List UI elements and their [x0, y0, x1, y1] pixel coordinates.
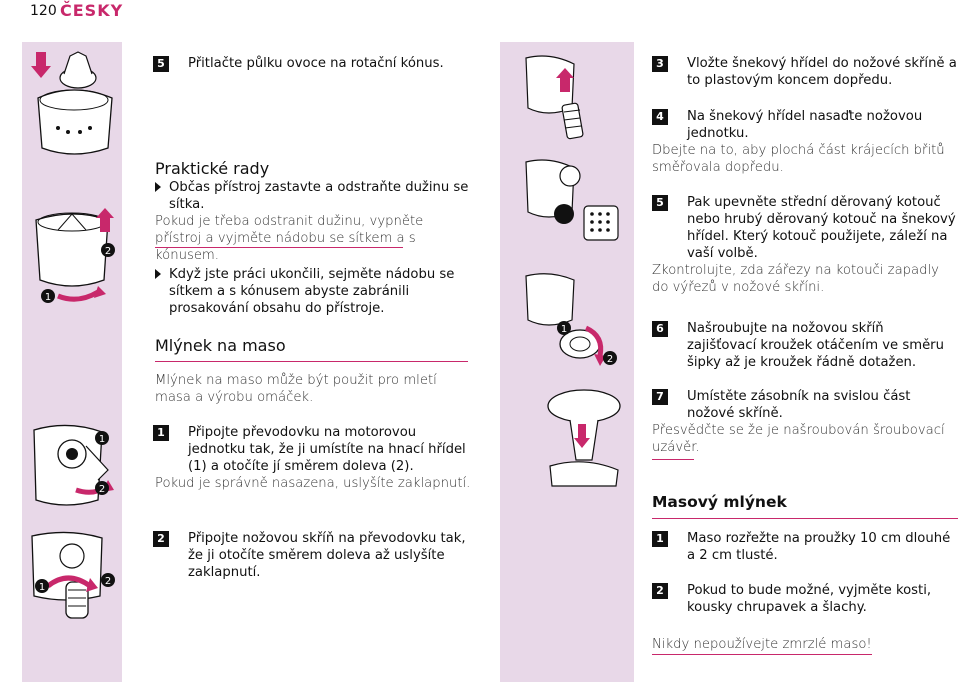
tips-list — [155, 179, 475, 264]
step-text: Přitlačte půlku ovoce na rotační kónus. — [188, 56, 444, 71]
step-number: 2 — [652, 583, 668, 599]
mill-intro: Mlýnek na maso může být použit pro mletí masa a výrobu omáček. — [155, 373, 437, 405]
tray-illustration — [520, 380, 632, 490]
juicer-remove-illustration — [28, 200, 120, 310]
right-step-4: 4 Na šnekový hřídel nasaďte nožovou jednotku. Dbejte na to, aby plochá část krájecích břitů směřovala dopředu. — [652, 108, 957, 176]
step-number: 7 — [652, 389, 668, 405]
step-number: 6 — [652, 321, 668, 337]
step-number: 1 — [652, 531, 668, 547]
note-underline — [652, 459, 694, 460]
step-number: 1 — [153, 425, 169, 441]
tips-note-1: Pokud je třeba odstranit dužinu, vypněte přístroj a vyjměte nádobu se sítkem a s kónusem. — [155, 214, 424, 263]
right-step-4-note: Dbejte na to, aby plochá část krájecích břitů směřovala dopředu. — [652, 143, 945, 175]
step-number: 2 — [153, 531, 169, 547]
right-step-3: 3 Vložte šnekový hřídel do nožové skříně a to plastovým koncem dopředu. — [652, 55, 957, 89]
svg-text:1: 1 — [38, 582, 46, 593]
mill-step-1: 1 Připojte převodovku na motorovou jednotku tak, že ji umístíte na hnací hřídel (1) a otočíte jí směrem doleva (2). Pokud je správně nasazena, uslyšíte zaklapnutí. — [153, 424, 473, 492]
mincer-heading-rule — [652, 518, 958, 519]
mincer-step-2: 2 Pokud to bude možné, vyjměte kosti, kousky chrupavek a šlachy. — [652, 582, 957, 616]
svg-text:2: 2 — [606, 354, 614, 365]
language-title: ČESKY — [60, 1, 124, 20]
gearbox-attach-illustration — [28, 410, 120, 520]
marker-2: 2 — [104, 246, 112, 257]
mincer-step-1: 1 Maso rozřežte na proužky 10 cm dlouhé a 2 cm tlusté. — [652, 530, 960, 564]
mincer-heading: Masový mlýnek — [652, 493, 787, 511]
right-step-5-note: Zkontrolujte, zda zářezy na kotouči zapadly do výřezů v nožové skříni. — [652, 263, 939, 295]
mincer-warning: Nikdy nepoužívejte zmrzlé maso! — [652, 636, 957, 655]
step-number: 4 — [652, 109, 668, 125]
step-number: 5 — [652, 195, 668, 211]
juicer-press-illustration — [28, 48, 120, 168]
right-step-7: 7 Umístěte zásobník na svislou část nožové skříně. Přesvědčte se že je našroubován šroubovací uzávěr. — [652, 388, 957, 456]
svg-text:1: 1 — [560, 324, 568, 335]
step-number: 3 — [652, 56, 668, 72]
worm-shaft-illustration — [520, 48, 632, 148]
page-number: 120 — [30, 3, 57, 19]
cutter-housing-illustration — [28, 526, 120, 626]
tips-bullet-1: Občas přístroj zastavte a odstraňte dužinu se sítka. — [155, 179, 475, 213]
right-step-7-note: Přesvědčte se že je našroubován šroubovací uzávěr. — [652, 423, 945, 455]
left-step-5 — [153, 55, 473, 72]
tips-bullet-2: Když jste práci ukončili, sejměte nádobu se sítkem a s kónusem abyste zabránili prosakování obsahu do přístroje. — [155, 266, 475, 317]
right-step-6: 6 Našroubujte na nožovou skříň zajišťovací kroužek otáčením ve směru šipky až je kroužek řádně dotažen. — [652, 320, 957, 371]
svg-text:2: 2 — [98, 484, 106, 495]
bullet-icon — [155, 182, 161, 192]
note-underline — [155, 247, 403, 248]
locking-ring-illustration — [520, 270, 632, 370]
mill-heading-rule — [155, 361, 468, 362]
tips-heading: Praktické rady — [155, 159, 270, 178]
mill-step-2: 2 Připojte nožovou skříň na převodovku tak, že ji otočíte směrem doleva až uslyšíte zaklapnutí. — [153, 530, 473, 581]
right-step-5: 5 Pak upevněte střední děrovaný kotouč nebo hrubý děrovaný kotouč na šnekový hřídel. Který kotouč použijete, záleží na vaší volbě. Zkontrolujte, zda zářezy na kotouči zapadly do výřezů v nožové skříni. — [652, 195, 956, 295]
svg-text:1: 1 — [98, 434, 106, 445]
mill-step-1-note: Pokud je správně nasazena, uslyšíte zaklapnutí. — [155, 476, 471, 491]
page-header — [0, 0, 960, 24]
mill-heading: Mlýnek na maso — [155, 336, 286, 355]
step-number: 5 — [153, 56, 169, 72]
bullet-icon — [155, 269, 161, 279]
marker-1: 1 — [44, 292, 52, 303]
knife-unit-illustration — [520, 152, 632, 252]
svg-text:2: 2 — [104, 576, 112, 587]
